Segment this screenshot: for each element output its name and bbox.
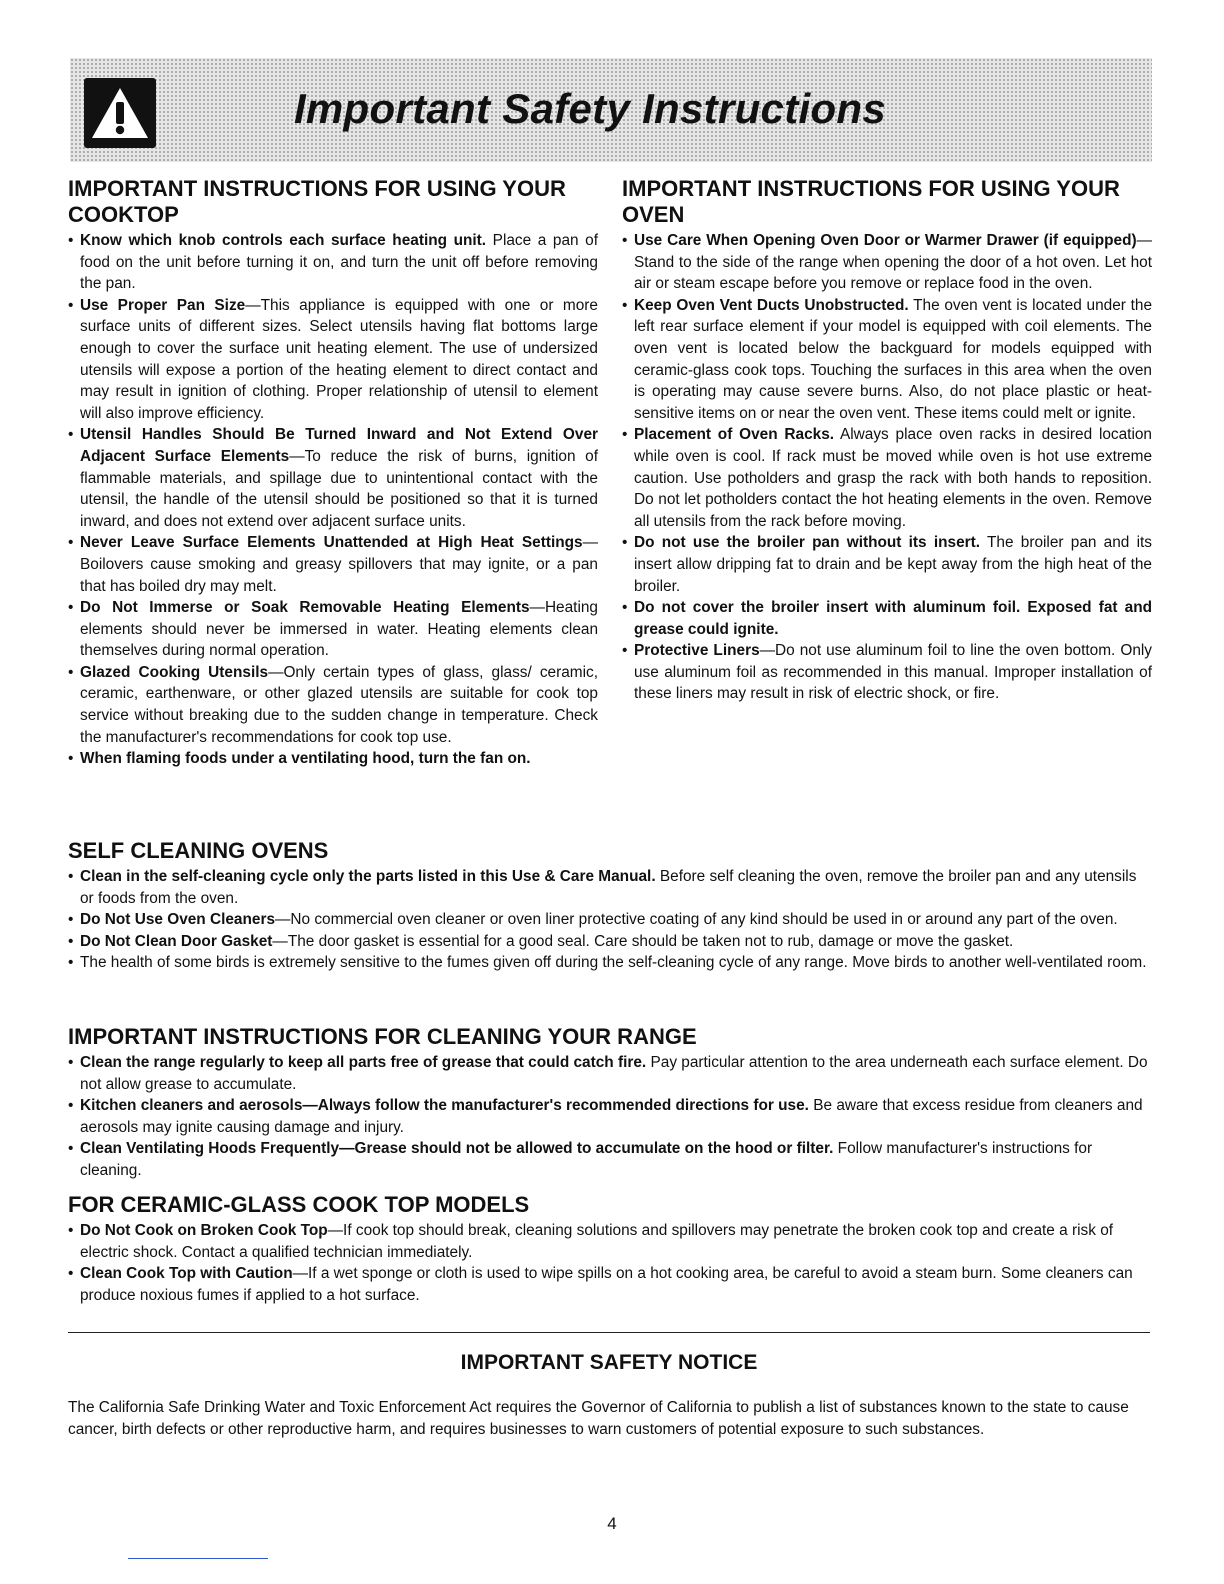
page-number: 4 xyxy=(607,1514,617,1533)
ceramic-glass-heading: FOR CERAMIC-GLASS COOK TOP MODELS xyxy=(68,1192,530,1217)
page-title: Important Safety Instructions xyxy=(293,85,887,132)
list-item: • Protective Liners—Do not use aluminum foil to line the oven bottom. Only use aluminum foil as recommended in this manual. Improper installation of these liners may result in risk of electric shock, or fire. xyxy=(622,640,1152,705)
divider xyxy=(68,1332,1150,1333)
list-item: • When flaming foods under a ventilating hood, turn the fan on. xyxy=(68,748,598,770)
list-item: • Do Not Cook on Broken Cook Top—If cook top should break, cleaning solutions and spillovers may penetrate the broken cook top and create a risk of electric shock. Contact a qualified technician immediately. xyxy=(68,1220,1150,1263)
cooktop-section xyxy=(68,176,598,770)
oven-list xyxy=(622,230,1152,705)
list-item: • Do Not Immerse or Soak Removable Heating Elements—Heating elements should never be immersed in water. Heating elements clean themselves during normal operation. xyxy=(68,597,598,662)
list-item: • Use Care When Opening Oven Door or Warmer Drawer (if equipped)—Stand to the side of the range when opening the door of a hot oven. Let hot air or steam escape before you remove or replace food in the oven. xyxy=(622,230,1152,295)
cooktop-heading: IMPORTANT INSTRUCTIONS FOR USING YOUR COOKTOP xyxy=(68,176,566,227)
list-item: • Clean in the self-cleaning cycle only the parts listed in this Use & Care Manual. Before self cleaning the oven, remove the broiler pan and any utensils or foods from the oven. xyxy=(68,866,1150,909)
cooktop-list xyxy=(68,230,598,770)
list-item: • Keep Oven Vent Ducts Unobstructed. The oven vent is located under the left rear surface element if your model is equipped with coil elements. The oven vent is located below the backguard for models equipped with ceramic-glass cook tops. Touching the surfaces in this area when the oven is operating may cause severe burns. Also, do not place plastic or heat-sensitive items on or near the oven vent. These items could melt or ignite. xyxy=(622,295,1152,425)
list-item: • Clean Ventilating Hoods Frequently—Grease should not be allowed to accumulate on the hood or filter. Follow manufacturer's instructions for cleaning. xyxy=(68,1138,1150,1181)
self-cleaning-heading: SELF CLEANING OVENS xyxy=(68,838,329,863)
list-item: • Placement of Oven Racks. Always place oven racks in desired location while oven is cool. If rack must be moved while oven is hot use extreme caution. Use potholders and grasp the rack with both hands to reposition. Do not let potholders contact the hot heating elements in the oven. Remove all utensils from the rack before moving. xyxy=(622,424,1152,532)
notice-text: The California Safe Drinking Water and Toxic Enforcement Act requires the Governor of California to publish a list of substances known to the state to cause cancer, birth defects or other reproductive harm, and requires businesses to warn customers of potential exposure to such substances. xyxy=(68,1399,1129,1438)
notice-heading: IMPORTANT SAFETY NOTICE xyxy=(460,1351,758,1374)
list-item: • Do not cover the broiler insert with aluminum foil. Exposed fat and grease could ignite. xyxy=(622,597,1152,640)
list-item: • The health of some birds is extremely sensitive to the fumes given off during the self-cleaning cycle of any range. Move birds to another well-ventilated room. xyxy=(68,952,1150,974)
list-item: • Clean Cook Top with Caution—If a wet sponge or cloth is used to wipe spills on a hot cooking area, be careful to avoid a steam burn. Some cleaners can produce noxious fumes if applied to a hot surface. xyxy=(68,1263,1150,1306)
self-cleaning-section xyxy=(68,838,1150,974)
list-item: • Do not use the broiler pan without its insert. The broiler pan and its insert allow dripping fat to drain and be kept away from the high heat of the broiler. xyxy=(622,532,1152,597)
list-item: • Use Proper Pan Size—This appliance is equipped with one or more surface units of different sizes. Select utensils having flat bottoms large enough to cover the surface unit heating element. The use of undersized utensils will expose a portion of the heating element to direct contact and may result in ignition of clothing. Proper relationship of utensil to element will also improve efficiency. xyxy=(68,295,598,425)
cleaning-range-heading: IMPORTANT INSTRUCTIONS FOR CLEANING YOUR RANGE xyxy=(68,1024,697,1049)
list-item: • Glazed Cooking Utensils—Only certain types of glass, glass/ ceramic, ceramic, earthenware, or other glazed utensils are suitable for cook top service without breaking due to the sudden change in temperature. Check the manufacturer's recommendations for cook top use. xyxy=(68,662,598,748)
list-item: • Do Not Use Oven Cleaners—No commercial oven cleaner or oven liner protective coating of any kind should be used in or around any part of the oven. xyxy=(68,909,1150,931)
list-item: • Kitchen cleaners and aerosols—Always follow the manufacturer's recommended directions for use. Be aware that excess residue from cleaners and aerosols may ignite causing damage and injury. xyxy=(68,1095,1150,1138)
footer-line xyxy=(128,1558,268,1559)
warning-exclamation-icon xyxy=(84,78,156,148)
self-cleaning-list xyxy=(68,866,1150,974)
list-item: • Utensil Handles Should Be Turned Inward and Not Extend Over Adjacent Surface Elements—To reduce the risk of burns, ignition of flammable materials, and spillage due to unintentional contact with the utensil, the handle of the utensil should be positioned so that it is turned inward, and does not extend over adjacent surface units. xyxy=(68,424,598,532)
cleaning-range-section xyxy=(68,1024,1150,1182)
list-item: • Never Leave Surface Elements Unattended at High Heat Settings—Boilovers cause smoking and greasy spillovers that may ignite, or a pan that has boiled dry may melt. xyxy=(68,532,598,597)
list-item: • Do Not Clean Door Gasket—The door gasket is essential for a good seal. Care should be taken not to rub, damage or move the gasket. xyxy=(68,931,1150,953)
oven-section xyxy=(622,176,1152,705)
list-item: • Clean the range regularly to keep all parts free of grease that could catch fire. Pay particular attention to the area underneath each surface element. Do not allow grease to accumulate. xyxy=(68,1052,1150,1095)
list-item: • Know which knob controls each surface heating unit. Place a pan of food on the unit before turning it on, and turn the unit off before removing the pan. xyxy=(68,230,598,295)
oven-heading: IMPORTANT INSTRUCTIONS FOR USING YOUR OVEN xyxy=(622,176,1120,227)
ceramic-glass-section xyxy=(68,1192,1150,1306)
cleaning-range-list xyxy=(68,1052,1150,1182)
ceramic-glass-list xyxy=(68,1220,1150,1306)
